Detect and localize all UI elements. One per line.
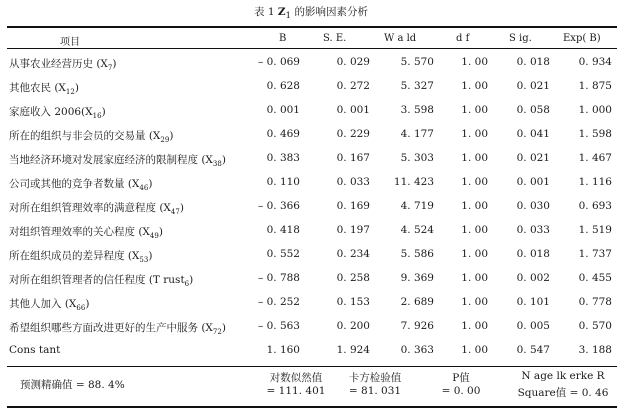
- row-variable-close: ): [112, 58, 117, 70]
- model-summary: [0, 370, 622, 406]
- table-row: [0, 344, 622, 360]
- cell-wald: 5. 586: [400, 248, 434, 260]
- cell-b: 0. 469: [266, 128, 300, 140]
- cell-exp: 1. 519: [578, 224, 612, 236]
- cell-exp: 3. 188: [578, 344, 612, 356]
- cell-wald: 5. 327: [400, 80, 434, 92]
- cell-b: 0. 628: [266, 80, 300, 92]
- row-variable-text: 对所在组织管理者的信任程度 (T rust: [9, 274, 185, 286]
- cell-df: 1. 00: [461, 248, 488, 260]
- row-variable-subscript: 16: [92, 112, 102, 121]
- row-variable-text: 所在的组织与非会员的交易量 (X: [9, 130, 161, 142]
- cell-b: 0. 110: [266, 176, 300, 188]
- row-variable-close: ): [74, 82, 79, 94]
- cell-wald: 4. 719: [400, 200, 434, 212]
- row-variable-close: ): [148, 250, 153, 262]
- cell-sig: 0. 041: [516, 128, 550, 140]
- cell-b: – 0. 788: [258, 272, 300, 284]
- cell-se: 0. 001: [336, 104, 370, 116]
- header-sig: S ig.: [509, 33, 532, 44]
- cell-df: 1. 00: [461, 272, 488, 284]
- row-variable-subscript: 72: [212, 328, 222, 337]
- row-variable-close: ): [189, 274, 194, 286]
- cell-exp: 0. 934: [578, 56, 612, 68]
- row-variable: [9, 320, 226, 336]
- loglik-label: 对数似然值: [269, 372, 323, 384]
- cell-df: 1. 00: [461, 224, 488, 236]
- cell-se: 0. 033: [336, 176, 370, 188]
- row-variable: [9, 128, 173, 144]
- cell-b: – 0. 366: [258, 200, 300, 212]
- row-variable-close: ): [158, 226, 163, 238]
- cell-sig: 0. 021: [516, 152, 550, 164]
- cell-se: 0. 234: [336, 248, 370, 260]
- cell-sig: 0. 021: [516, 80, 550, 92]
- header-se: S. E.: [323, 33, 347, 44]
- row-variable-text: 所在组织成员的差异程度 (X: [9, 250, 140, 262]
- row-variable-close: ): [179, 202, 184, 214]
- table-row: [0, 200, 622, 216]
- top-rule: [7, 26, 617, 28]
- cell-se: 0. 029: [336, 56, 370, 68]
- cell-df: 1. 00: [461, 344, 488, 356]
- cell-exp: 0. 570: [578, 320, 612, 332]
- cell-sig: 0. 101: [516, 296, 550, 308]
- row-variable-text: 希望组织哪些方面改进更好的生产中服务 (X: [9, 322, 213, 334]
- cell-exp: 1. 116: [578, 176, 612, 188]
- cell-b: 0. 001: [266, 104, 300, 116]
- table-row: [0, 128, 622, 144]
- row-variable: [9, 272, 193, 288]
- row-variable: [9, 152, 226, 168]
- chi-square-value: = 81. 031: [348, 385, 402, 397]
- row-variable-close: ): [148, 178, 153, 190]
- cell-sig: 0. 058: [516, 104, 550, 116]
- row-variable-close: ): [101, 106, 106, 118]
- row-variable: [9, 80, 79, 96]
- cell-b: 0. 383: [266, 152, 300, 164]
- cell-se: 0. 167: [336, 152, 370, 164]
- cell-b: – 0. 563: [258, 320, 300, 332]
- cell-wald: 3. 598: [400, 104, 434, 116]
- table-row: [0, 176, 622, 192]
- cell-sig: 0. 001: [516, 176, 550, 188]
- cell-df: 1. 00: [461, 80, 488, 92]
- nagelkerke-label: N age lk erke R: [521, 370, 605, 382]
- cell-exp: 0. 778: [578, 296, 612, 308]
- table-row: [0, 56, 622, 72]
- row-variable: [9, 224, 163, 240]
- row-variable-subscript: 46: [139, 184, 149, 193]
- cell-sig: 0. 033: [516, 224, 550, 236]
- row-variable-text: 家庭收入 2006(X: [9, 106, 93, 118]
- caption-z: Z: [277, 6, 286, 18]
- cell-df: 1. 00: [461, 296, 488, 308]
- caption-prefix: 表 1: [254, 6, 278, 18]
- cell-b: 1. 160: [266, 344, 300, 356]
- cell-se: 0. 272: [336, 80, 370, 92]
- row-variable-subscript: 7: [107, 64, 113, 73]
- header-rule: [7, 48, 617, 49]
- cell-se: 0. 197: [336, 224, 370, 236]
- header-exp-b: Exp( B): [563, 33, 601, 44]
- cell-se: 0. 229: [336, 128, 370, 140]
- cell-wald: 5. 570: [400, 56, 434, 68]
- cell-exp: 0. 455: [578, 272, 612, 284]
- row-variable: [9, 344, 60, 358]
- cell-wald: 5. 303: [400, 152, 434, 164]
- row-variable-text: 当地经济环境对发展家庭经济的限制程度 (X: [9, 154, 213, 166]
- table-row: [0, 296, 622, 312]
- row-variable-text: Cons tant: [9, 344, 61, 356]
- table-row: [0, 104, 622, 120]
- cell-b: – 0. 069: [258, 56, 300, 68]
- cell-exp: 1. 875: [578, 80, 612, 92]
- cell-sig: 0. 002: [516, 272, 550, 284]
- table-caption: [0, 4, 622, 21]
- row-variable-subscript: 29: [160, 136, 170, 145]
- row-variable-close: ): [85, 298, 90, 310]
- chi-square-label: 卡方检验值: [348, 372, 402, 384]
- cell-wald: 9. 369: [400, 272, 434, 284]
- row-variable-subscript: 53: [139, 256, 149, 265]
- cell-df: 1. 00: [461, 176, 488, 188]
- cell-df: 1. 00: [461, 56, 488, 68]
- cell-se: 0. 258: [336, 272, 370, 284]
- cell-exp: 1. 737: [578, 248, 612, 260]
- row-variable: [9, 176, 152, 192]
- table-row: [0, 152, 622, 168]
- header-wald: W a ld: [384, 33, 417, 44]
- row-variable-text: 公司或其他的竞争者数量 (X: [9, 178, 140, 190]
- cell-df: 1. 00: [461, 320, 488, 332]
- p-value: = 0. 00: [441, 385, 481, 397]
- row-variable-text: 对组织管理效率的关心程度 (X: [9, 226, 150, 238]
- cell-sig: 0. 018: [516, 248, 550, 260]
- cell-b: 0. 552: [266, 248, 300, 260]
- table-row: [0, 272, 622, 288]
- cell-se: 0. 200: [336, 320, 370, 332]
- prediction-accuracy: 预测精确值 = 88. 4%: [20, 379, 125, 391]
- caption-z-sub: 1: [285, 11, 292, 22]
- cell-wald: 2. 689: [400, 296, 434, 308]
- cell-wald: 7. 926: [400, 320, 434, 332]
- cell-b: 0. 418: [266, 224, 300, 236]
- cell-wald: 11. 423: [393, 176, 434, 188]
- row-variable-text: 对所在组织管理效率的满意程度 (X: [9, 202, 171, 214]
- header-variable: 项目: [60, 37, 80, 48]
- cell-exp: 1. 000: [578, 104, 612, 116]
- cell-sig: 0. 030: [516, 200, 550, 212]
- cell-df: 1. 00: [461, 104, 488, 116]
- table-row: [0, 224, 622, 240]
- cell-b: – 0. 252: [258, 296, 300, 308]
- cell-df: 1. 00: [461, 128, 488, 140]
- p-value-label: P值: [452, 372, 470, 384]
- cell-df: 1. 00: [461, 152, 488, 164]
- row-variable-text: 其他人加入 (X: [9, 298, 77, 310]
- cell-exp: 0. 693: [578, 200, 612, 212]
- cell-wald: 0. 363: [400, 344, 434, 356]
- row-variable-text: 其他农民 (X: [9, 82, 66, 94]
- row-variable-subscript: 6: [184, 280, 190, 289]
- cell-sig: 0. 547: [516, 344, 550, 356]
- row-variable-subscript: 49: [149, 232, 159, 241]
- row-variable-subscript: 66: [76, 304, 86, 313]
- row-variable-subscript: 38: [212, 160, 222, 169]
- cell-exp: 1. 467: [578, 152, 612, 164]
- cell-wald: 4. 177: [400, 128, 434, 140]
- row-variable: [9, 200, 184, 216]
- bottom-rule: [7, 406, 617, 408]
- row-variable-subscript: 47: [170, 208, 180, 217]
- row-variable-close: ): [221, 154, 226, 166]
- row-variable-close: ): [169, 130, 174, 142]
- cell-sig: 0. 018: [516, 56, 550, 68]
- table-row: [0, 80, 622, 96]
- header-row: [0, 33, 622, 47]
- cell-se: 0. 169: [336, 200, 370, 212]
- loglik-value: = 111. 401: [266, 385, 326, 397]
- table-row: [0, 248, 622, 264]
- cell-df: 1. 00: [461, 200, 488, 212]
- row-variable: [9, 248, 152, 264]
- nagelkerke-value: Square值 = 0. 46: [517, 387, 609, 399]
- cell-se: 1. 924: [336, 344, 370, 356]
- cell-sig: 0. 005: [516, 320, 550, 332]
- header-df: d f: [456, 33, 470, 44]
- row-variable: [9, 104, 106, 120]
- cell-exp: 1. 598: [578, 128, 612, 140]
- row-variable-close: ): [221, 322, 226, 334]
- cell-se: 0. 153: [336, 296, 370, 308]
- cell-wald: 4. 524: [400, 224, 434, 236]
- caption-rest: 的影响因素分析: [291, 6, 368, 18]
- table-row: [0, 320, 622, 336]
- row-variable-subscript: 12: [65, 88, 75, 97]
- header-b: B: [279, 33, 287, 44]
- row-variable-text: 从事农业经营历史 (X: [9, 58, 108, 70]
- body-rule: [7, 366, 617, 367]
- row-variable: [9, 296, 89, 312]
- row-variable: [9, 56, 117, 72]
